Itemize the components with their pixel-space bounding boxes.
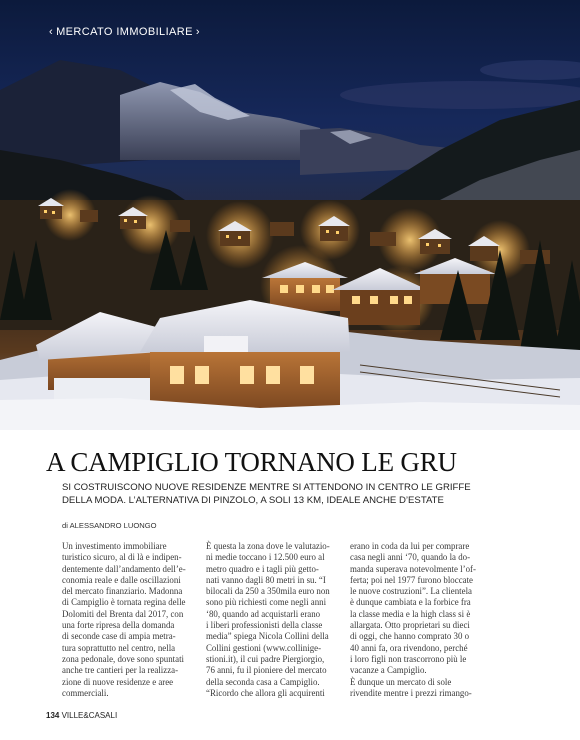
subtitle-line: SI COSTRUISCONO NUOVE RESIDENZE MENTRE SI ATTENDONO IN CENTRO LE GRIFFE <box>62 482 471 493</box>
body-line: tura soprattutto nel centro, nella <box>62 642 176 653</box>
body-line: 40 anni fa, ora rivendono, perché <box>350 642 468 653</box>
body-line: Un investimento immobiliare <box>62 541 167 551</box>
body-line: del mercato finanziario. Madonna <box>62 586 183 597</box>
body-line: rivendite mentre i prezzi rimango- <box>350 687 472 698</box>
body-line: zona pedonale, dove sono spuntati <box>62 653 185 664</box>
body-line: manda superava notevolmente l’of- <box>350 563 476 574</box>
section-tag[interactable] <box>46 26 203 38</box>
body-line: i loro figli non trascorrono più le <box>350 653 467 664</box>
body-line: le nuove costruzioni”. La clientela <box>350 586 472 597</box>
body-line: 76 anni, fu il pioniere del mercato <box>206 665 327 676</box>
body-line: stioni.it), il cui padre Piergiorgio, <box>206 653 325 664</box>
chevron-right-icon: › <box>195 26 200 38</box>
body-line: ni medie toccano i 12.500 euro al <box>206 552 325 563</box>
body-line: turistico sicuro, al di là e indipen- <box>62 552 182 563</box>
body-line: è dunque cambiata e la forbice fra <box>350 597 471 608</box>
page-folio <box>46 711 117 720</box>
body-line: zione di nuove residenze e aree <box>62 676 174 687</box>
body-line: di seconde case di ampia metra- <box>62 631 176 642</box>
magazine-name: VILLE&CASALI <box>61 711 118 720</box>
body-line: i liberi professionisti della classe <box>206 620 323 631</box>
body-line: casa negli anni ‘70, quando la do- <box>350 552 471 563</box>
body-column-3 <box>350 541 488 699</box>
body-line: È dunque un mercato di sole <box>350 676 452 687</box>
body-line: “Ricordo che allora gli acquirenti <box>206 687 325 698</box>
section-label: MERCATO IMMOBILIARE <box>56 26 193 38</box>
body-column-2 <box>206 541 342 699</box>
body-line: sono più richiesti come negli anni <box>206 597 327 608</box>
body-line: metro quadro e i tagli più getto- <box>206 563 319 574</box>
byline: di ALESSANDRO LUONGO <box>62 521 157 530</box>
body-line: nati vanno dagli 80 metri in su. “I <box>206 574 326 585</box>
body-line: commerciali. <box>62 687 109 698</box>
body-line: erano in coda da lui per comprare <box>350 541 470 551</box>
body-line: anche tre cantieri per la realizza- <box>62 665 179 676</box>
body-line: media” spiega Nicola Collini della <box>206 631 329 642</box>
body-line: Dolomiti del Brenta dal 2017, con <box>62 608 184 619</box>
body-line: dentemente dall’andamento dell’e- <box>62 563 186 574</box>
body-line: della seconda casa a Campiglio. <box>206 676 320 687</box>
body-line: ‘80, quando ad acquistarli erano <box>206 608 321 619</box>
body-line: vacanze a Campiglio. <box>350 665 427 676</box>
body-line: una forte ripresa della domanda <box>62 620 175 631</box>
body-line: allargata. Otto proprietari su dieci <box>350 620 470 631</box>
body-line: la classe media e la high class si è <box>350 608 471 619</box>
subtitle-line: DELLA MODA. L’ALTERNATIVA DI PINZOLO, A SOLI 13 KM, IDEALE ANCHE D’ESTATE <box>62 494 444 506</box>
body-line: conomia reale e dalle oscillazioni <box>62 574 181 585</box>
body-line: È questa la zona dove le valutazio- <box>206 541 330 551</box>
body-line: ferta; poi nel 1977 furono bloccate <box>350 574 473 585</box>
body-line: di oggi, che hanno comprato 30 o <box>350 631 470 642</box>
chevron-left-icon: ‹ <box>49 26 54 38</box>
article-title: A CAMPIGLIO TORNANO LE GRU <box>46 447 457 477</box>
page-number: 134 <box>46 711 60 720</box>
body-line: di Campiglio è tornata regina delle <box>62 597 186 608</box>
body-line: Collini gestioni (www.collinige- <box>206 642 322 653</box>
body-column-1 <box>62 541 198 699</box>
article-subtitle <box>62 482 482 507</box>
body-line: bilocali da 250 a 350mila euro non <box>206 586 330 597</box>
